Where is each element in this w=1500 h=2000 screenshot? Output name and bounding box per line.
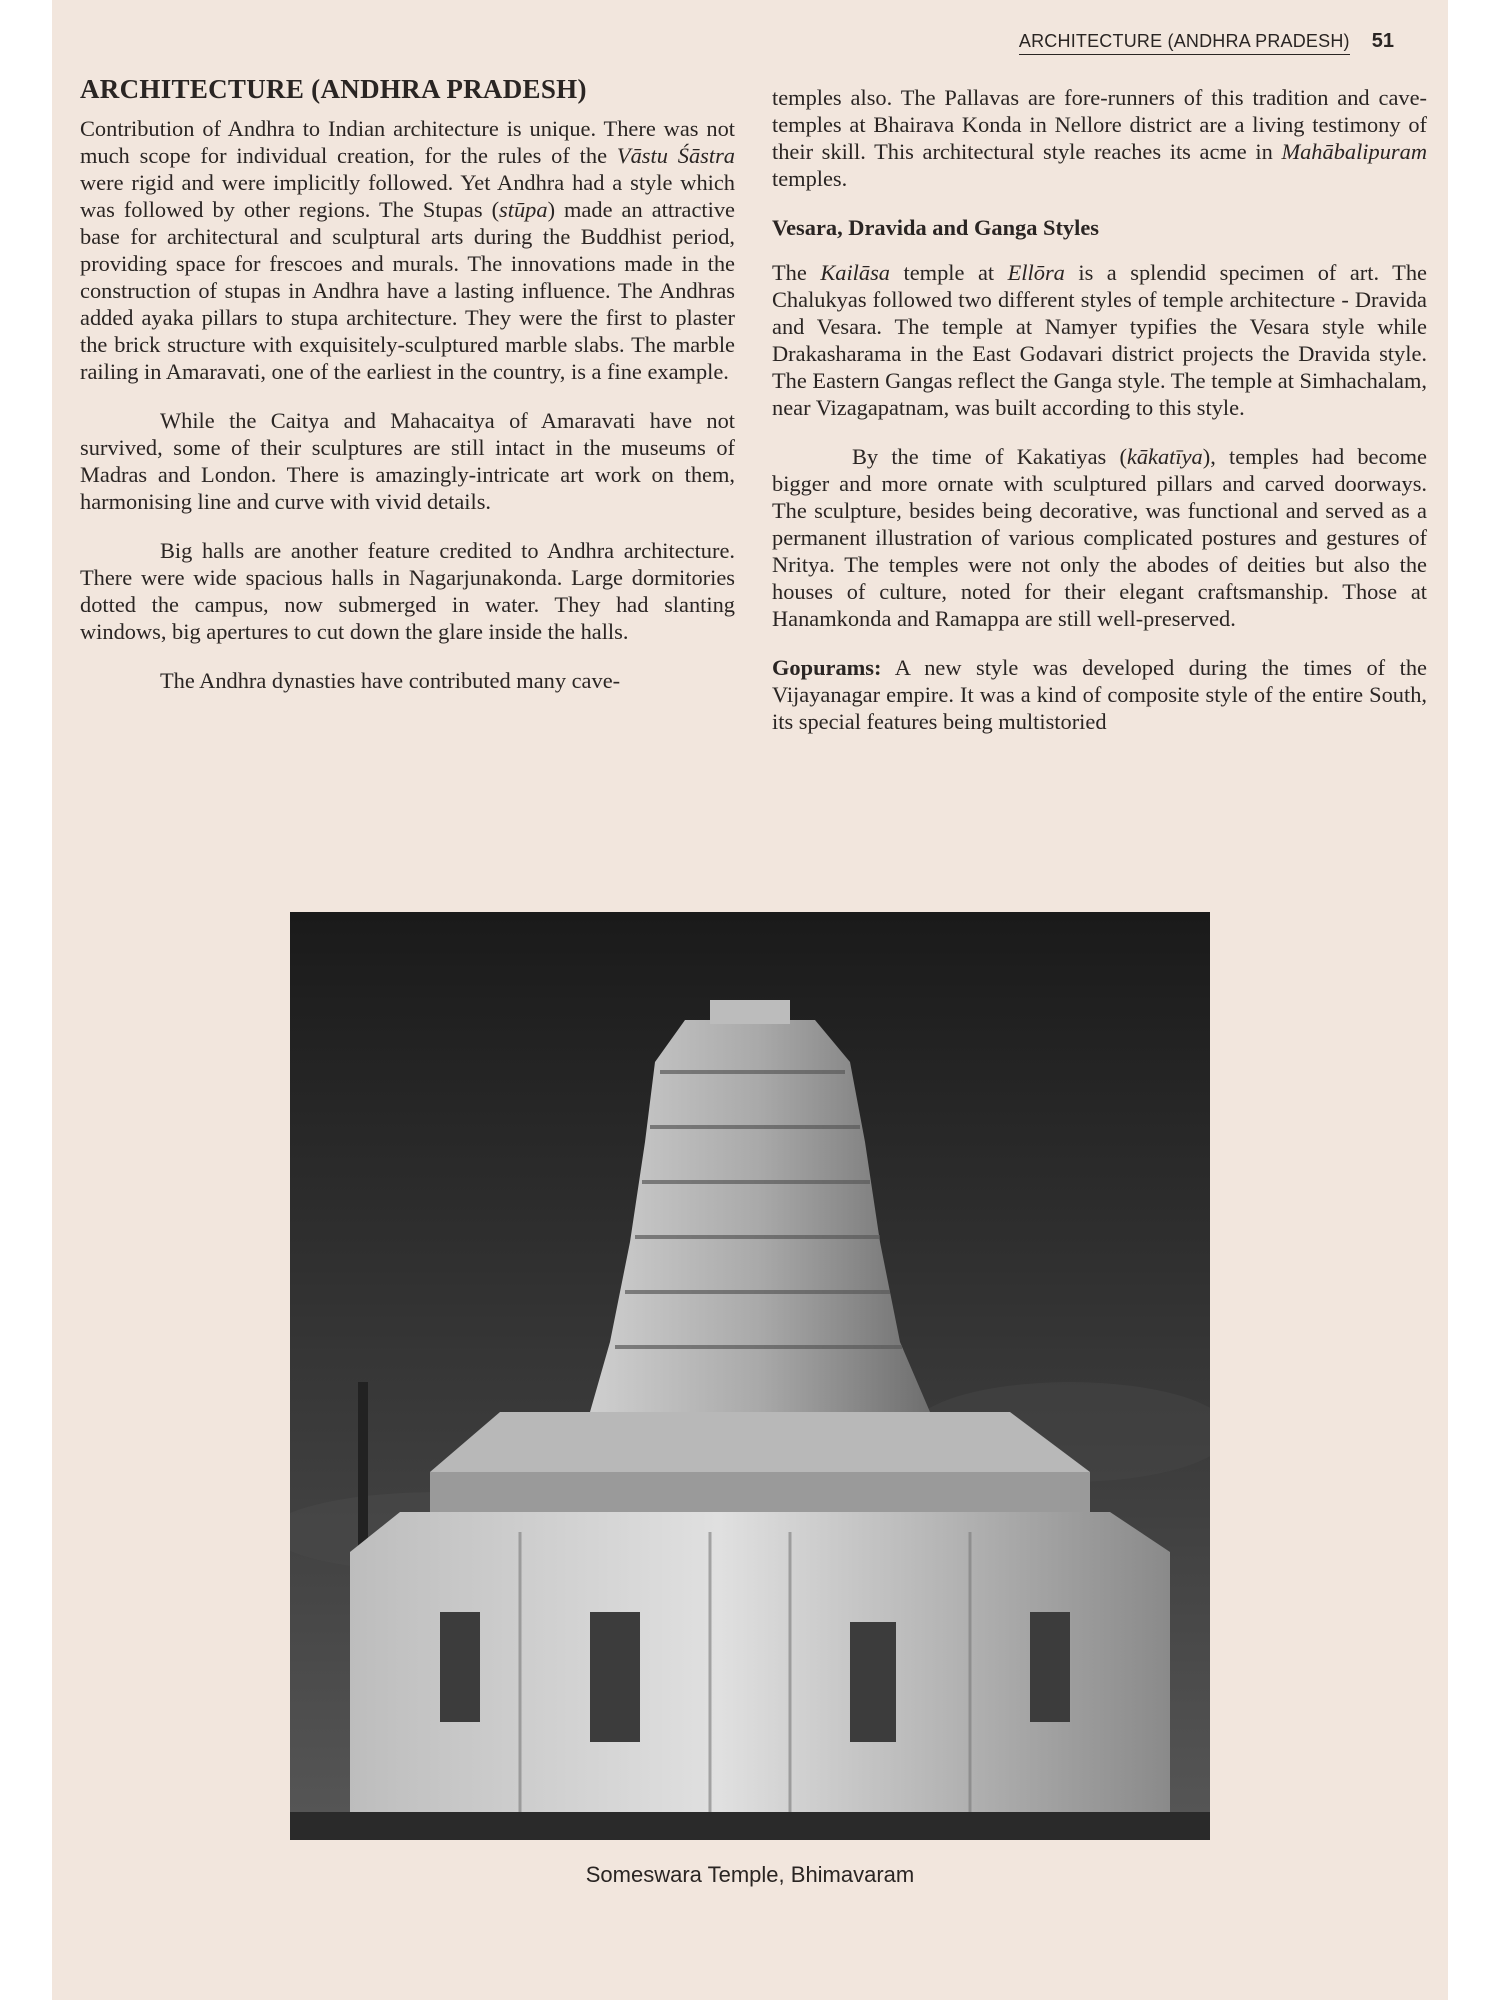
- page-number: 51: [1371, 30, 1394, 52]
- article-heading: ARCHITECTURE (ANDHRA PRADESH): [80, 74, 587, 104]
- text-run: A new style was developed during the times of the Vijayanagar empire. It was a kind of composite style of the entire South, its special features being multistoried: [772, 655, 1427, 734]
- italic-term: kākatīya: [1126, 444, 1203, 469]
- paragraph: [772, 84, 1427, 192]
- right-column: [772, 84, 1427, 757]
- text-run: ), temples had become bigger and more ornate with sculptured pillars and carved doorways. The sculpture, besides being decorative, was functional and served as a permanent illustration of various complicated postures and gestures of Nritya. The temples were not only the abodes of deities but also the houses of culture, noted for their elegant craftsmanship. Those at Hanamkonda and Ramappa are still well-preserved.: [772, 444, 1427, 631]
- figure-caption: Someswara Temple, Bhimavaram: [585, 1862, 915, 1887]
- italic-term: Mahābalipuram: [1281, 139, 1427, 164]
- text-run: is a splendid specimen of art. The Chalukyas followed two different styles of temple architecture - Dravida and Vesara. The temple at Namyer typifies the Vesara style while Drakasharama in the East Godavari district projects the Dravida style. The Eastern Gangas reflect the Ganga style. The temple at Simhachalam, near Vizagapatnam, was built according to this style.: [772, 260, 1427, 420]
- left-column: [80, 76, 735, 716]
- paragraph: The Andhra dynasties have contributed many cave-: [160, 668, 621, 693]
- temple-photo: [290, 912, 1210, 1840]
- text-run: ) made an attractive base for architectural and sculptural arts during the Buddhist period, providing space for frescoes and murals. The innovations made in the construction of stupas in Andhra have a lasting influence. The Andhras added ayaka pillars to stupa architecture. They were the first to plaster the brick structure with exquisitely-sculptured marble slabs. The marble railing in Amaravati, one of the earliest in the country, is a fine example.: [80, 197, 735, 384]
- bold-lead: Gopurams:: [772, 655, 882, 680]
- italic-term: Vāstu Śāstra: [616, 143, 735, 168]
- text-run: temple at: [890, 260, 1008, 285]
- book-page: [52, 0, 1448, 2000]
- paragraph: While the Caitya and Mahacaitya of Amaravati have not survived, some of their sculptures are still intact in the museums of Madras and London. There is amazingly-intricate art work on them, harmonising line and curve with vivid details.: [80, 408, 735, 514]
- text-run: temples also. The Pallavas are fore-runners of this tradition and cave-temples at Bhairava Konda in Nellore district are a living testimony of their skill. This architectural style reaches its acme in: [772, 85, 1427, 164]
- paragraph: Big halls are another feature credited to Andhra architecture. There were wide spacious halls in Nagarjunakonda. Large dormitories dotted the campus, now submerged in water. They had slanting windows, big apertures to cut down the glare inside the halls.: [80, 538, 735, 644]
- italic-term: Kailāsa: [820, 260, 891, 285]
- text-run: By the time of Kakatiyas (: [852, 444, 1127, 469]
- text-run: temples.: [772, 166, 848, 191]
- paragraph: [772, 443, 1427, 632]
- paragraph: [772, 259, 1427, 421]
- text-run: were rigid and were implicitly followed. Yet Andhra had a style which was followed by other regions. The Stupas (: [80, 170, 735, 222]
- italic-term: stūpa: [499, 197, 548, 222]
- paragraph: [772, 654, 1427, 735]
- text-run: The: [772, 260, 821, 285]
- temple-figure: [290, 912, 1210, 1840]
- italic-term: Ellōra: [1007, 260, 1065, 285]
- running-head: [1019, 30, 1394, 55]
- running-title: ARCHITECTURE (ANDHRA PRADESH): [1019, 31, 1350, 55]
- section-subheading: Vesara, Dravida and Ganga Styles: [772, 215, 1099, 240]
- paragraph: [80, 115, 735, 385]
- text-run: Contribution of Andhra to Indian architecture is unique. There was not much scope for individual creation, for the rules of the: [80, 116, 735, 168]
